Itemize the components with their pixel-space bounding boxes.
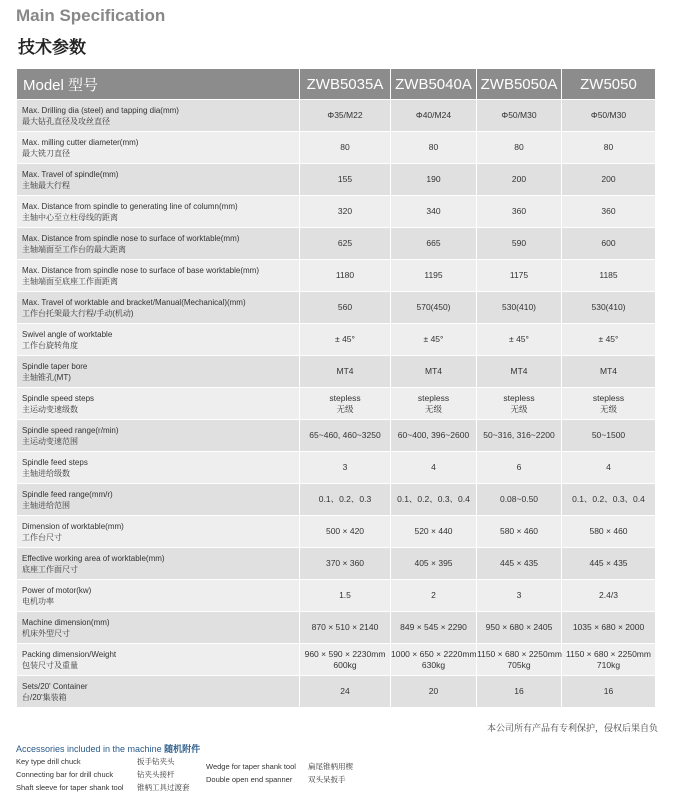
table-row [17, 612, 656, 644]
spec-value [477, 292, 562, 324]
spec-value-line: 0.1、0.2、0.3 [318, 494, 372, 504]
spec-value-line: 360 [601, 206, 616, 216]
spec-value-line: 190 [426, 174, 441, 184]
spec-value [562, 388, 656, 420]
spec-label-en: Packing dimension/Weight [22, 649, 117, 659]
spec-label-en: Power of motor(kw) [22, 585, 92, 595]
spec-label [17, 164, 300, 196]
spec-label [17, 196, 300, 228]
spec-value-line: 1000 × 650 × 2220mm [391, 648, 477, 659]
spec-value-line: 1.5 [339, 590, 351, 600]
spec-value-line: 445 × 435 [499, 558, 539, 568]
spec-label-en: Swivel angle of worktable [22, 329, 113, 339]
spec-label-cn: 工作台尺寸 [22, 532, 62, 542]
spec-label-en: Max. Travel of spindle(mm) [22, 169, 119, 179]
spec-value-line: 0.1、0.2、0.3、0.4 [572, 494, 645, 504]
model-header: Model 型号 [17, 69, 300, 100]
accessory-cn: 双头呆扳手 [308, 775, 346, 784]
spec-label-en: Max. Distance from spindle to generating line of column(mm) [22, 201, 238, 211]
spec-value [391, 484, 477, 516]
spec-value [477, 324, 562, 356]
spec-value-line: 1195 [424, 270, 443, 280]
spec-value-line: 580 × 460 [589, 526, 628, 536]
spec-value [391, 548, 477, 580]
spec-value [391, 292, 477, 324]
spec-value [477, 260, 562, 292]
spec-value [391, 228, 477, 260]
spec-value-line: 80 [340, 142, 350, 152]
spec-value-line: Φ35/M22 [327, 110, 363, 120]
spec-value-line: 200 [601, 174, 616, 184]
accessory-en: Connecting bar for drill chuck [16, 770, 114, 779]
spec-value [300, 356, 391, 388]
spec-value-line: ± 45° [509, 334, 529, 344]
spec-value [300, 164, 391, 196]
spec-value [300, 452, 391, 484]
spec-value [562, 676, 656, 708]
accessory-en: Key type drill chuck [16, 757, 81, 766]
spec-value-line: 155 [337, 174, 353, 184]
spec-value [477, 228, 562, 260]
spec-value [300, 292, 391, 324]
spec-value-line: 500 × 420 [325, 526, 365, 536]
model-column-header: ZW5050 [562, 69, 656, 100]
spec-value-line: 625 [337, 238, 353, 248]
spec-label [17, 356, 300, 388]
table-row [17, 420, 656, 452]
spec-value-line: 80 [428, 142, 439, 152]
spec-label-cn: 主轴端面至底座工作面距离 [22, 276, 118, 286]
spec-value-line: stepless [503, 392, 535, 403]
spec-label-cn: 工作台旋转角度 [22, 340, 78, 350]
table-row [17, 164, 656, 196]
spec-value [300, 196, 391, 228]
spec-label-en: Max. Distance from spindle nose to surface of worktable(mm) [22, 233, 240, 243]
table-row [17, 196, 656, 228]
spec-label-en: Effective working area of worktable(mm) [22, 553, 165, 563]
spec-value [300, 260, 391, 292]
spec-value-line: 16 [514, 686, 524, 696]
spec-value-line: 580 × 460 [499, 526, 539, 536]
spec-value [391, 644, 477, 676]
spec-value [391, 132, 477, 164]
spec-value [477, 676, 562, 708]
accessory-item [16, 782, 190, 793]
spec-label-cn: 最大钻孔直径及攻丝直径 [22, 116, 110, 126]
spec-value [391, 356, 477, 388]
spec-value [562, 196, 656, 228]
spec-value-line: 445 × 435 [589, 558, 628, 568]
spec-value [562, 452, 656, 484]
spec-value [300, 420, 391, 452]
spec-label-cn: 主运动变速范围 [22, 436, 78, 446]
accessory-en: Double open end spanner [206, 775, 293, 784]
spec-value [562, 324, 656, 356]
spec-value-line: 6 [516, 462, 522, 472]
spec-value [477, 580, 562, 612]
spec-value [300, 484, 391, 516]
table-row [17, 356, 656, 388]
spec-value-line: 370 × 360 [325, 558, 365, 568]
table-row [17, 292, 656, 324]
accessory-item [206, 774, 346, 785]
model-column-header: ZWB5050A [477, 69, 562, 100]
spec-value-line: 0.1、0.2、0.3、0.4 [397, 494, 470, 504]
spec-value-line: 4 [606, 462, 611, 472]
spec-value [300, 388, 391, 420]
spec-value-line: 24 [340, 686, 350, 696]
spec-value [562, 260, 656, 292]
spec-label-en: Spindle speed range(r/min) [22, 425, 119, 435]
spec-value [562, 100, 656, 132]
spec-value [477, 164, 562, 196]
spec-label-en: Spindle feed steps [22, 457, 88, 467]
table-row [17, 100, 656, 132]
spec-value [391, 612, 477, 644]
spec-value-line: 530(410) [501, 302, 537, 312]
spec-value-line: stepless [592, 392, 625, 403]
spec-value-line: MT4 [510, 366, 528, 376]
spec-value-line: 849 × 545 × 2290 [400, 622, 467, 632]
spec-label-cn: 主轴端面至工作台的最大距离 [22, 244, 126, 254]
spec-value-line: 705kg [507, 659, 531, 670]
spec-value-line: 2 [431, 590, 436, 600]
spec-value [391, 676, 477, 708]
spec-value-line: stepless [417, 392, 450, 403]
spec-label [17, 100, 300, 132]
spec-value-line: 405 × 395 [414, 558, 453, 568]
spec-value [477, 100, 562, 132]
spec-value-line: 50~1500 [591, 430, 626, 440]
spec-value [562, 580, 656, 612]
spec-label-en: Machine dimension(mm) [22, 617, 110, 627]
spec-value [300, 324, 391, 356]
spec-value [391, 580, 477, 612]
model-column-header: ZWB5040A [391, 69, 477, 100]
spec-label [17, 388, 300, 420]
table-row [17, 484, 656, 516]
accessory-item [16, 769, 175, 780]
spec-value-line: 590 [511, 238, 527, 248]
table-row [17, 260, 656, 292]
spec-table-body [17, 100, 656, 708]
spec-value-line: 1150 × 680 × 2250mm [477, 648, 562, 659]
spec-value [391, 164, 477, 196]
spec-value-line: Φ50/M30 [501, 110, 537, 120]
spec-label [17, 260, 300, 292]
spec-label [17, 324, 300, 356]
spec-value-line: 630kg [421, 659, 446, 670]
accessory-en: Wedge for taper shank tool [206, 762, 296, 771]
spec-value [562, 548, 656, 580]
spec-label-cn: 主轴进给范围 [22, 500, 70, 510]
spec-value [562, 644, 656, 676]
spec-value-line: 710kg [596, 659, 621, 670]
model-column-header: ZWB5035A [300, 69, 391, 100]
spec-value [391, 516, 477, 548]
accessories-title [16, 742, 200, 755]
spec-value [300, 612, 391, 644]
spec-value-line: 530(410) [591, 302, 626, 312]
spec-value-line: 960 × 590 × 2230mm [304, 648, 386, 659]
spec-value [391, 260, 477, 292]
spec-value [300, 644, 391, 676]
spec-value-line: 60~400, 396~2600 [397, 430, 470, 440]
spec-value [562, 132, 656, 164]
spec-value [300, 580, 391, 612]
spec-value-line: 600 [601, 238, 616, 248]
accessory-en: Shaft sleeve for taper shank tool [16, 783, 124, 792]
spec-value-line: 360 [511, 206, 527, 216]
spec-value-line: stepless [329, 392, 361, 403]
spec-label [17, 452, 300, 484]
spec-value-line: 65~460, 460~3250 [309, 430, 381, 440]
spec-value [391, 324, 477, 356]
page-title-cn: 技术参数 [18, 38, 86, 58]
spec-value [391, 100, 477, 132]
spec-value-line: 200 [511, 174, 527, 184]
patent-note: 本公司所有产品有专利保护，侵权后果自负 [486, 723, 658, 733]
spec-value [562, 516, 656, 548]
spec-value-line: 20 [428, 686, 439, 696]
spec-value [562, 292, 656, 324]
spec-value [477, 196, 562, 228]
spec-value-line: 0.08~0.50 [499, 494, 539, 504]
spec-label [17, 484, 300, 516]
spec-value [391, 196, 477, 228]
spec-label-en: Dimension of worktable(mm) [22, 521, 124, 531]
spec-value [477, 420, 562, 452]
spec-label-cn: 台/20'集装箱 [22, 692, 67, 702]
spec-value [477, 484, 562, 516]
spec-label [17, 516, 300, 548]
spec-value [477, 644, 562, 676]
spec-value [562, 484, 656, 516]
accessory-cn: 钻夹头接杆 [137, 770, 175, 779]
spec-label [17, 420, 300, 452]
spec-value [477, 612, 562, 644]
spec-value-line: 520 × 440 [414, 526, 453, 536]
spec-label [17, 292, 300, 324]
spec-value-line: 320 [337, 206, 353, 216]
spec-label-cn: 主轴中心至立柱母线的距离 [22, 212, 118, 222]
accessories-title-cn: 随机附件 [164, 744, 201, 754]
accessory-cn: 扳手钻夹头 [137, 757, 175, 766]
spec-label-en: Spindle taper bore [22, 361, 88, 371]
spec-label [17, 132, 300, 164]
spec-value-line: 1175 [509, 270, 529, 280]
spec-label-cn: 电机功率 [22, 596, 54, 606]
accessory-cn: 扁尾锥柄用楔 [308, 762, 353, 771]
spec-value [391, 420, 477, 452]
spec-value-line: 1180 [335, 270, 355, 280]
spec-label-cn: 机床外型尺寸 [22, 628, 70, 638]
spec-value [562, 164, 656, 196]
spec-label-en: Spindle speed steps [22, 393, 95, 403]
spec-value [562, 612, 656, 644]
spec-value-line: 80 [514, 142, 524, 152]
table-row [17, 644, 656, 676]
spec-value [477, 516, 562, 548]
spec-label [17, 228, 300, 260]
spec-value-line: 340 [426, 206, 441, 216]
spec-value [477, 452, 562, 484]
spec-label-cn: 工作台托架最大行程/手动(机动) [22, 308, 134, 318]
spec-label-cn: 主运动变速级数 [22, 404, 78, 414]
table-row [17, 324, 656, 356]
spec-label-cn: 包装尺寸及重量 [22, 660, 78, 670]
table-row [17, 452, 656, 484]
accessories-title-en: Accessories included in the machine [16, 744, 162, 754]
spec-value-line: 4 [431, 462, 436, 472]
spec-label-cn: 主轴最大行程 [22, 180, 70, 190]
spec-value [300, 516, 391, 548]
spec-label-cn: 主轴进给级数 [22, 468, 70, 478]
spec-value-line: 无级 [510, 403, 528, 414]
spec-label-en: Sets/20' Container [22, 681, 88, 691]
spec-value [300, 548, 391, 580]
spec-label [17, 612, 300, 644]
spec-label [17, 676, 300, 708]
spec-value [477, 548, 562, 580]
spec-value-line: 570(450) [416, 302, 451, 312]
spec-value [562, 420, 656, 452]
spec-value [477, 132, 562, 164]
table-row [17, 228, 656, 260]
spec-value [562, 356, 656, 388]
spec-label-en: Max. Drilling dia (steel) and tapping dia(mm) [22, 105, 179, 115]
spec-label-en: Max. Travel of worktable and bracket/Manual(Mechanical)(mm) [22, 297, 246, 307]
table-row [17, 548, 656, 580]
spec-label [17, 548, 300, 580]
spec-value-line: MT4 [600, 366, 617, 376]
spec-value [477, 388, 562, 420]
spec-table [16, 68, 656, 708]
spec-label-cn: 底座工作面尺寸 [22, 564, 78, 574]
spec-value-line: 1035 × 680 × 2000 [572, 622, 645, 632]
table-header-row [17, 69, 656, 100]
spec-value-line: 2.4/3 [599, 590, 618, 600]
spec-value-line: 无级 [599, 403, 617, 414]
spec-value [300, 228, 391, 260]
spec-value-line: 870 × 510 × 2140 [311, 622, 379, 632]
spec-label-en: Max. Distance from spindle nose to surface of base worktable(mm) [22, 265, 259, 275]
spec-value [300, 132, 391, 164]
spec-value-line: 无级 [424, 403, 442, 414]
spec-value-line: 3 [516, 590, 522, 600]
table-row [17, 676, 656, 708]
spec-value-line: 16 [603, 686, 614, 696]
spec-value-line: Φ40/M24 [415, 110, 452, 120]
spec-value [391, 388, 477, 420]
spec-label [17, 580, 300, 612]
spec-value-line: 600kg [333, 659, 357, 670]
spec-label-en: Max. milling cutter diameter(mm) [22, 137, 139, 147]
spec-value-line: ± 45° [335, 334, 355, 344]
spec-label-en: Spindle feed range(mm/r) [22, 489, 113, 499]
page-title-en: Main Specification [16, 6, 166, 25]
spec-value [300, 676, 391, 708]
spec-value [477, 356, 562, 388]
spec-value-line: 80 [603, 142, 614, 152]
accessory-cn: 锥柄工具过渡套 [137, 783, 190, 792]
table-row [17, 516, 656, 548]
spec-value-line: 3 [342, 462, 348, 472]
spec-value-line: 665 [426, 238, 441, 248]
accessory-item [16, 756, 175, 767]
spec-label-cn: 主轴锥孔(MT) [22, 372, 71, 382]
spec-value-line: 无级 [336, 403, 354, 414]
table-row [17, 132, 656, 164]
spec-label-cn: 最大铣刀直径 [22, 148, 70, 158]
spec-value [391, 452, 477, 484]
spec-value-line: 1185 [599, 270, 618, 280]
spec-value-line: 1150 × 680 × 2250mm [566, 648, 651, 659]
spec-value-line: Φ50/M30 [590, 110, 627, 120]
spec-value-line: MT4 [425, 366, 442, 376]
spec-value-line: ± 45° [423, 334, 444, 344]
table-row [17, 580, 656, 612]
table-row [17, 388, 656, 420]
spec-value-line: MT4 [336, 366, 354, 376]
spec-label [17, 644, 300, 676]
spec-value-line: 50~316, 316~2200 [483, 430, 555, 440]
spec-value [300, 100, 391, 132]
spec-value-line: 950 × 680 × 2405 [485, 622, 553, 632]
accessory-item [206, 761, 353, 772]
spec-value-line: ± 45° [598, 334, 619, 344]
spec-value [562, 228, 656, 260]
spec-value-line: 560 [337, 302, 353, 312]
